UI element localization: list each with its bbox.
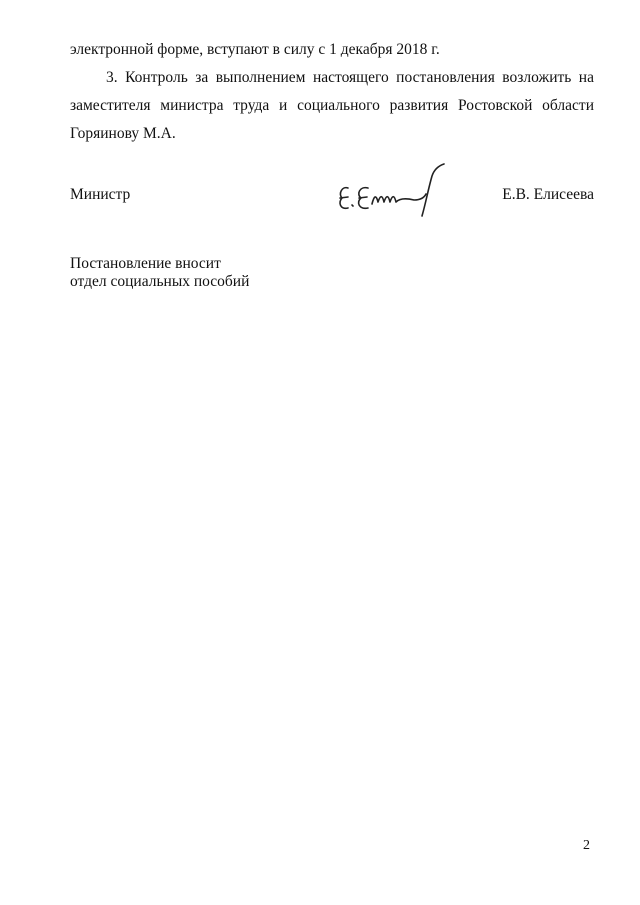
- submitter-note-line-2: отдел социальных пособий: [70, 273, 250, 290]
- signatory-title: Министр: [70, 186, 131, 203]
- submitter-note: [70, 255, 249, 291]
- signature-block: [70, 158, 594, 228]
- paragraph-3-line-2: заместителя министра труда и социального развития Ростовской области: [70, 97, 594, 114]
- page-number: 2: [583, 838, 590, 853]
- submitter-note-line-1: Постановление вносит: [70, 255, 221, 272]
- body-text: [70, 36, 594, 148]
- signatory-name: Е.В. Елисеева: [502, 186, 594, 203]
- continued-line: электронной форме, вступают в силу с 1 декабря 2018 г.: [70, 41, 440, 58]
- paragraph-3-line-3: Горяинову М.А.: [70, 125, 176, 142]
- handwritten-signature: [334, 158, 454, 228]
- paragraph-3-line-1: 3. Контроль за выполнением настоящего постановления возложить на: [106, 69, 594, 86]
